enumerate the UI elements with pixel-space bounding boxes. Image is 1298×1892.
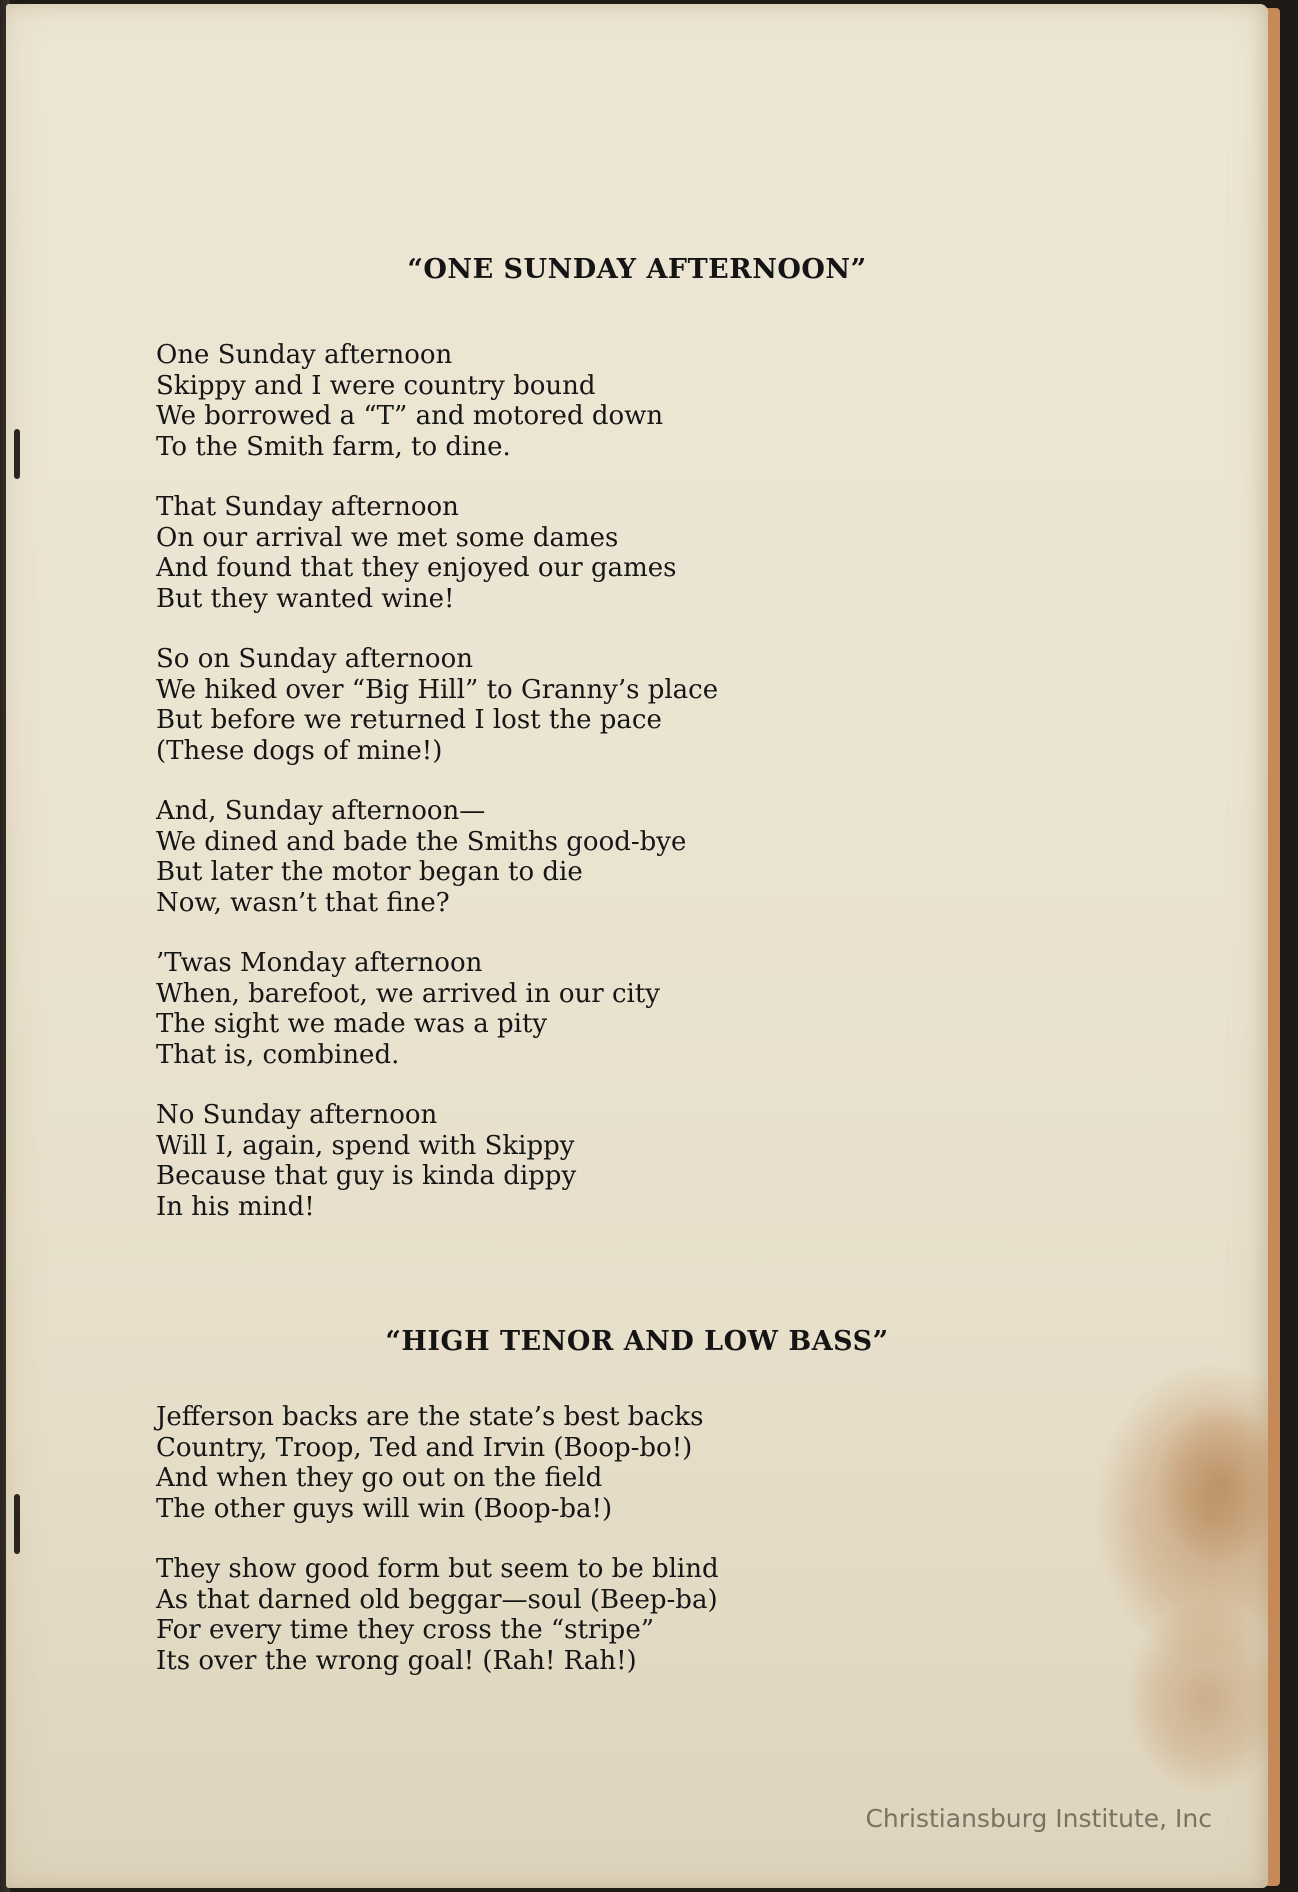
water-stain <box>1126 1604 1268 1794</box>
stanza <box>156 796 686 918</box>
staple-mark <box>14 429 20 479</box>
lyric-line: When, barefoot, we arrived in our city <box>156 978 660 1009</box>
stanza <box>156 492 677 614</box>
stanza <box>156 644 718 766</box>
booklet-page <box>6 4 1268 1888</box>
lyric-line: And when they go out on the field <box>156 1463 603 1493</box>
lyric-line: That Sunday afternoon <box>156 492 459 522</box>
lyric-line: We hiked over “Big Hill” to Granny’s place <box>156 674 719 705</box>
lyric-line: (These dogs of mine!) <box>156 735 443 766</box>
lyric-line: We dined and bade the Smiths good-bye <box>156 826 687 857</box>
lyric-line: So on Sunday afternoon <box>156 644 473 674</box>
lyric-line: Country, Troop, Ted and Irvin (Boop-bo!) <box>156 1432 693 1463</box>
lyric-line: We borrowed a “T” and motored down <box>156 401 664 431</box>
lyric-line: To the Smith farm, to dine. <box>156 431 511 462</box>
watermark-credit: Christiansburg Institute, Inc <box>865 1804 1212 1833</box>
lyric-line: And found that they enjoyed our games <box>156 553 677 583</box>
lyric-line: Will I, again, spend with Skippy <box>156 1130 575 1161</box>
lyric-line: But later the motor began to die <box>156 857 583 887</box>
song-title-high-tenor-and-low-bass: “HIGH TENOR AND LOW BASS” <box>385 1326 889 1357</box>
stanza <box>156 1100 576 1222</box>
lyric-line: One Sunday afternoon <box>156 340 453 370</box>
lyric-line: But they wanted wine! <box>156 583 455 614</box>
stanza <box>156 948 660 1070</box>
lyric-line: No Sunday afternoon <box>156 1100 438 1130</box>
lyric-line: And, Sunday afternoon— <box>156 796 486 826</box>
lyric-line: The sight we made was a pity <box>156 1009 548 1039</box>
lyric-line: In his mind! <box>156 1191 315 1222</box>
lyric-line: That is, combined. <box>156 1039 400 1070</box>
staple-mark <box>14 1494 20 1554</box>
lyric-line: For every time they cross the “stripe” <box>156 1615 654 1645</box>
lyric-line: As that darned old beggar—soul (Beep-ba) <box>156 1584 718 1615</box>
lyric-line: On our arrival we met some dames <box>156 522 619 553</box>
lyric-line: The other guys will win (Boop-ba!) <box>156 1493 613 1524</box>
song-title-one-sunday-afternoon: “ONE SUNDAY AFTERNOON” <box>407 254 867 285</box>
stanza <box>156 340 663 462</box>
lyric-line: Because that guy is kinda dippy <box>156 1161 577 1191</box>
lyric-line: ’Twas Monday afternoon <box>156 948 483 978</box>
lyric-line: Now, wasn’t that fine? <box>156 887 450 918</box>
lyric-line: Its over the wrong goal! (Rah! Rah!) <box>156 1645 637 1676</box>
stanza <box>156 1554 719 1676</box>
lyric-line: Skippy and I were country bound <box>156 370 596 401</box>
lyric-line: They show good form but seem to be blind <box>156 1554 719 1584</box>
lyric-line: Jefferson backs are the state’s best backs <box>156 1402 704 1432</box>
stanza <box>156 1402 704 1524</box>
lyric-line: But before we returned I lost the pace <box>156 705 662 735</box>
